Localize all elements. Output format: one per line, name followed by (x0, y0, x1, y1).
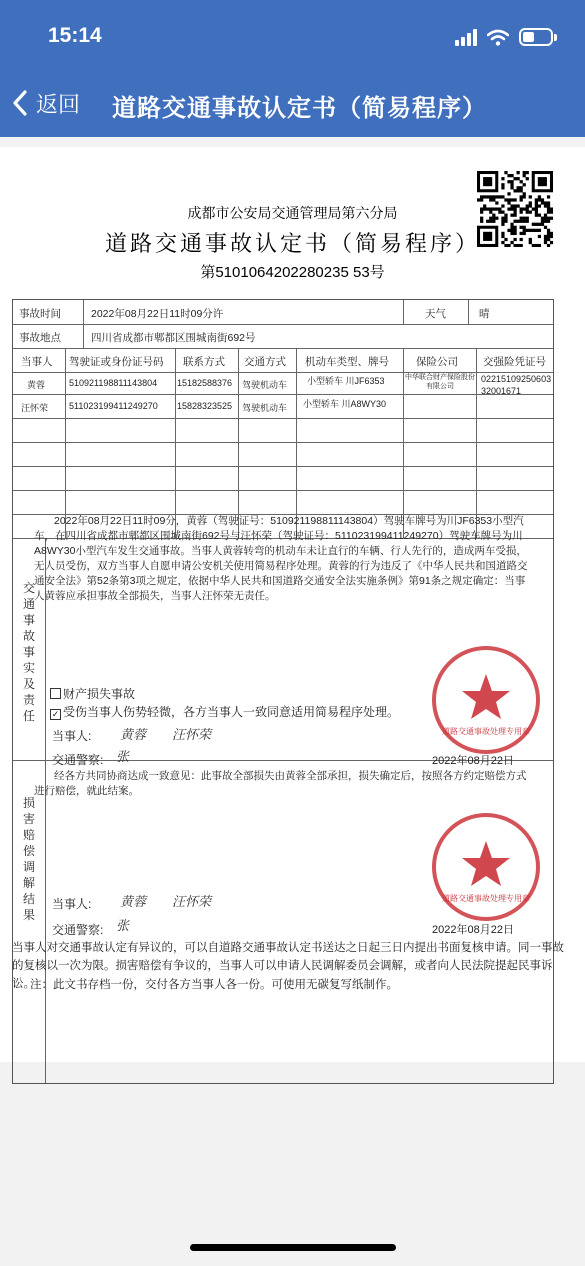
party-mode: 驾驶机动车 (242, 403, 288, 413)
back-button[interactable] (12, 86, 80, 120)
document-paper (0, 147, 585, 1062)
party1-signature: 黄蓉 (120, 728, 147, 743)
document-title: 道路交通事故认定书（简易程序） (104, 232, 480, 257)
mediation-date: 2022年08月22日 (432, 924, 514, 936)
document-number: 第5101064202280235 53号 (200, 264, 385, 281)
checkbox-checked-icon: ✓ (51, 709, 60, 719)
property-loss-label: 财产损失事故 (63, 687, 136, 701)
facts-text: 2022年08月22日11时09分，黄蓉（驾驶证号：510921198811143804）驾驶车牌号为川JF6353小型汽车，在四川省成都市郫都区围城南街692号与汪怀荣（驾驶证号：511023199411249270）驾驶车牌号为川A8WY30小型汽车发生交通事故。当事人黄蓉转弯的机动车未让直行的车辆、行人先行的，造成两车受损，无人员受伤，双方当事人自愿申请公安机关使用简易程序处理。黄蓉的行为违反了《中华人民共和国道路交通安全法》第52条第3项之规定，依据中华人民共和国道路交通安全法实施条例》第91条之规定确定：当事人黄蓉应承担事故全部损失，当事人汪怀荣无责任。 (34, 515, 528, 602)
accident-time: 2022年08月22日11时09分许 (91, 308, 224, 320)
property-loss-option (50, 685, 135, 702)
status-time: 15:14 (48, 24, 102, 47)
party-phone: 15182588376 (177, 378, 233, 388)
official-seal-stamp-2 (430, 811, 542, 923)
official-seal-stamp (430, 644, 542, 756)
page-title: 道路交通事故认定书（简易程序） (112, 94, 487, 122)
mediation-section-label: 损害赔偿调解结果 (22, 796, 35, 922)
weather-value: 晴 (479, 308, 490, 320)
party-sign-label-2: 当事人: (52, 897, 92, 911)
header-vehicle: 机动车类型、牌号 (305, 356, 389, 368)
party-phone: 15828323525 (177, 401, 233, 411)
party-id: 510921198811143804 (69, 378, 158, 388)
minor-injury-label: 受伤当事人伤势轻微，各方当事人一致同意适用简易程序处理。 (63, 705, 400, 719)
home-indicator[interactable] (190, 1244, 396, 1251)
battery-cap (554, 34, 557, 41)
police-signature-2: 张 (116, 919, 130, 934)
nav-bar (0, 78, 585, 128)
header-phone: 联系方式 (183, 356, 225, 368)
header-mode: 交通方式 (244, 356, 286, 368)
party-policy: 0221510925060332001671 (481, 374, 552, 396)
accident-time-label: 事故时间 (19, 308, 61, 320)
stamp-subtitle: 道路交通事故处理专用章 (442, 727, 530, 736)
chevron-left-icon (12, 89, 28, 117)
location-value: 四川省成都市郫都区围城南街692号 (91, 332, 256, 344)
header-policy: 交强险凭证号 (483, 356, 546, 368)
checkbox-icon (50, 688, 61, 699)
party1-signature-2: 黄蓉 (120, 895, 147, 910)
back-label: 返回 (36, 92, 81, 118)
issuing-department: 成都市公安局交通管理局第六分局 (187, 205, 398, 221)
battery-icon (519, 28, 553, 46)
status-icons (455, 26, 557, 48)
facts-date: 2022年08月22日 (432, 755, 514, 767)
app-header (0, 0, 585, 137)
facts-section-label: 交通事故事实及责任 (22, 581, 35, 723)
police-signature: 张 (116, 750, 130, 765)
party-vehicle: 小型轿车 川JF6353 (307, 376, 385, 386)
party2-signature: 汪怀荣 (172, 728, 212, 743)
party-sign-label: 当事人: (52, 729, 92, 743)
stamp-subtitle-2: 道路交通事故处理专用章 (442, 894, 530, 903)
police-sign-label-2: 交通警察: (52, 923, 104, 937)
party-mode: 驾驶机动车 (242, 380, 288, 390)
minor-injury-option (50, 703, 399, 720)
party-name: 黄蓉 (27, 380, 46, 390)
party-id: 511023199411249270 (69, 401, 158, 411)
weather-label: 天气 (425, 308, 446, 320)
party-vehicle: 小型轿车 川A8WY30 (303, 399, 387, 409)
header-insurer: 保险公司 (416, 356, 458, 368)
archive-note: 注：此文书存档一份，交付各方当事人各一份。可使用无碳复写纸制作。 (30, 977, 398, 991)
party-name: 汪怀荣 (21, 403, 49, 413)
party2-signature-2: 汪怀荣 (172, 895, 212, 910)
party-insurer: 中华联合财产保险股份有限公司 (405, 374, 475, 390)
header-party: 当事人 (21, 356, 53, 368)
police-sign-label: 交通警察: (52, 753, 104, 767)
header-id: 驾驶证或身份证号码 (69, 356, 164, 368)
wifi-icon (487, 29, 509, 46)
location-label: 事故地点 (19, 332, 61, 344)
appeal-notice: 当事人对交通事故认定有异议的，可以自道路交通事故认定书送达之日起三日内提出书面复核申请。同一事故的复核以一次为限。损害赔偿有争议的，当事人可以申请人民调解委员会调解，或者向人民法院提起民事诉讼。 (12, 940, 564, 990)
mediation-text: 经各方共同协商达成一致意见：此事故全部损失由黄蓉全部承担，损失确定后，按照各方约定赔偿方式进行赔偿，就此结案。 (34, 770, 527, 797)
cellular-signal-icon (455, 28, 477, 46)
